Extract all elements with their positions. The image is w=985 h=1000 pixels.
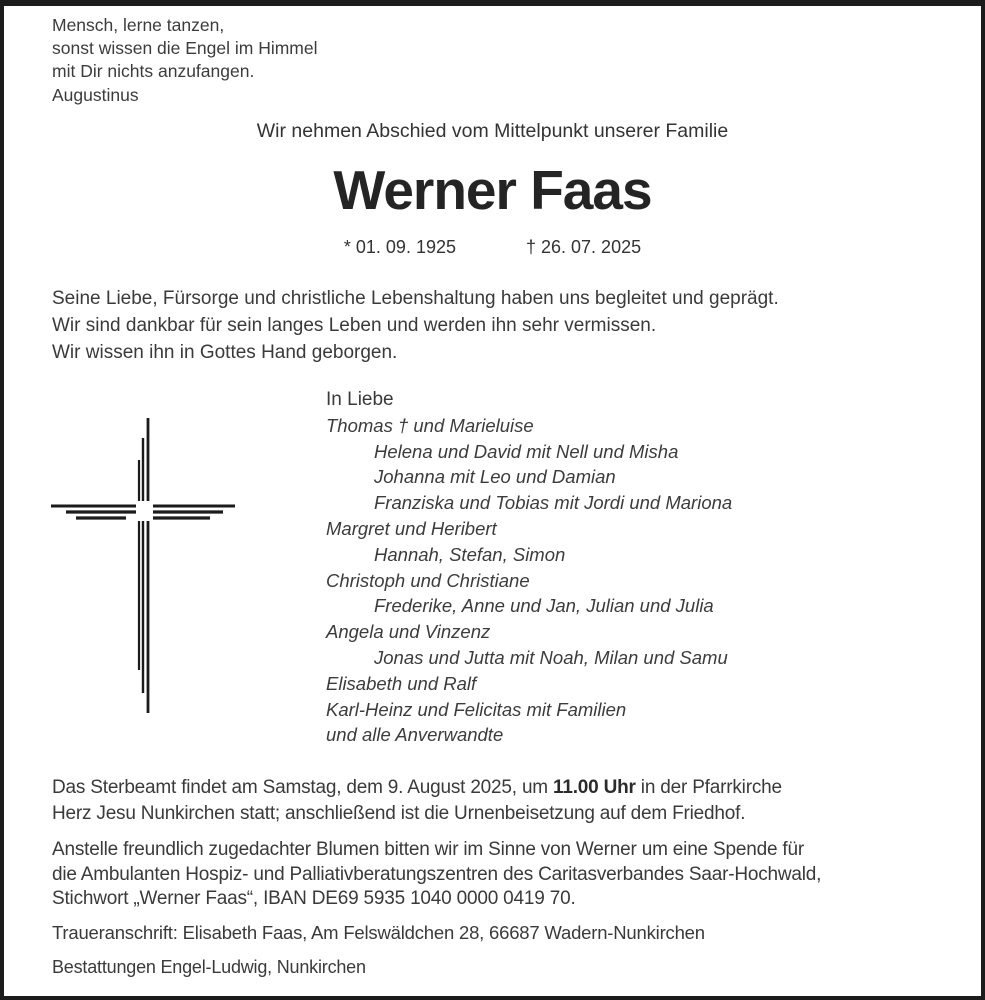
mourners-heading: In Liebe <box>326 389 394 410</box>
tribute-line: Seine Liebe, Fürsorge und christliche Lebenshaltung haben uns begleitet und geprägt. <box>52 288 779 309</box>
mourner-line: und alle Anverwandte <box>326 724 504 746</box>
tribute-text <box>52 285 779 366</box>
mourner-line: Angela und Vinzenz <box>326 621 491 643</box>
service-line: Herz Jesu Nunkirchen statt; anschließend ist die Urnenbeisetzung auf dem Friedhof. <box>52 802 746 824</box>
tribute-line: Wir wissen ihn in Gottes Hand geborgen. <box>52 342 398 363</box>
mourner-line: Johanna mit Leo und Damian <box>374 466 616 488</box>
mourning-address: Traueranschrift: Elisabeth Faas, Am Felswäldchen 28, 66687 Wadern-Nunkirchen <box>52 922 705 943</box>
mourner-line: Elisabeth und Ralf <box>326 672 477 694</box>
mourners-list <box>326 413 732 748</box>
service-time: 11.00 Uhr <box>553 777 636 798</box>
donation-line: Stichwort „Werner Faas“, IBAN DE69 5935 1040 0000 0419 70. <box>52 888 576 909</box>
life-dates <box>0 237 985 259</box>
funeral-home: Bestattungen Engel-Ludwig, Nunkirchen <box>52 957 366 977</box>
mourner-line: Jonas und Jutta mit Noah, Milan und Samu <box>374 646 728 668</box>
mourner-line: Franziska und Tobias mit Jordi und Mariona <box>374 492 733 514</box>
farewell-intro: Wir nehmen Abschied vom Mittelpunkt unserer Familie <box>256 120 729 142</box>
mourners-block <box>326 387 732 748</box>
tribute-line: Wir sind dankbar für sein langes Leben und werden ihn sehr vermissen. <box>52 315 657 336</box>
donation-line: die Ambulanten Hospiz- und Palliativberatungszentren des Caritasverbandes Saar-Hochwald, <box>52 863 822 885</box>
service-line: Das Sterbeamt findet am Samstag, dem 9. August 2025, um 11.00 Uhr in der Pfarrkirche <box>52 777 782 798</box>
quote-line: mit Dir nichts anzufangen. <box>52 61 255 82</box>
death-date: † 26. 07. 2025 <box>526 237 642 257</box>
mourner-line: Karl-Heinz und Felicitas mit Familien <box>326 698 627 720</box>
birth-date: * 01. 09. 1925 <box>343 237 456 257</box>
mourner-line: Christoph und Christiane <box>326 569 530 591</box>
quote-attribution: Augustinus <box>52 84 139 105</box>
mourner-line: Frederike, Anne und Jan, Julian und Julia <box>374 595 714 617</box>
mourner-line: Helena und David mit Nell und Misha <box>374 440 679 462</box>
quote-line: sonst wissen die Engel im Himmel <box>52 38 318 59</box>
service-announcement <box>52 775 782 826</box>
cross-icon <box>48 408 238 718</box>
quote-block <box>52 14 318 107</box>
mourner-line: Margret und Heribert <box>326 517 497 539</box>
deceased-name: Werner Faas <box>333 159 652 221</box>
mourner-line: Hannah, Stefan, Simon <box>374 543 566 565</box>
donation-request <box>52 838 821 912</box>
donation-line: Anstelle freundlich zugedachter Blumen bitten wir im Sinne von Werner um eine Spende für <box>52 839 804 860</box>
quote-line: Mensch, lerne tanzen, <box>52 15 225 35</box>
mourner-line: Thomas † und Marieluise <box>326 414 534 436</box>
